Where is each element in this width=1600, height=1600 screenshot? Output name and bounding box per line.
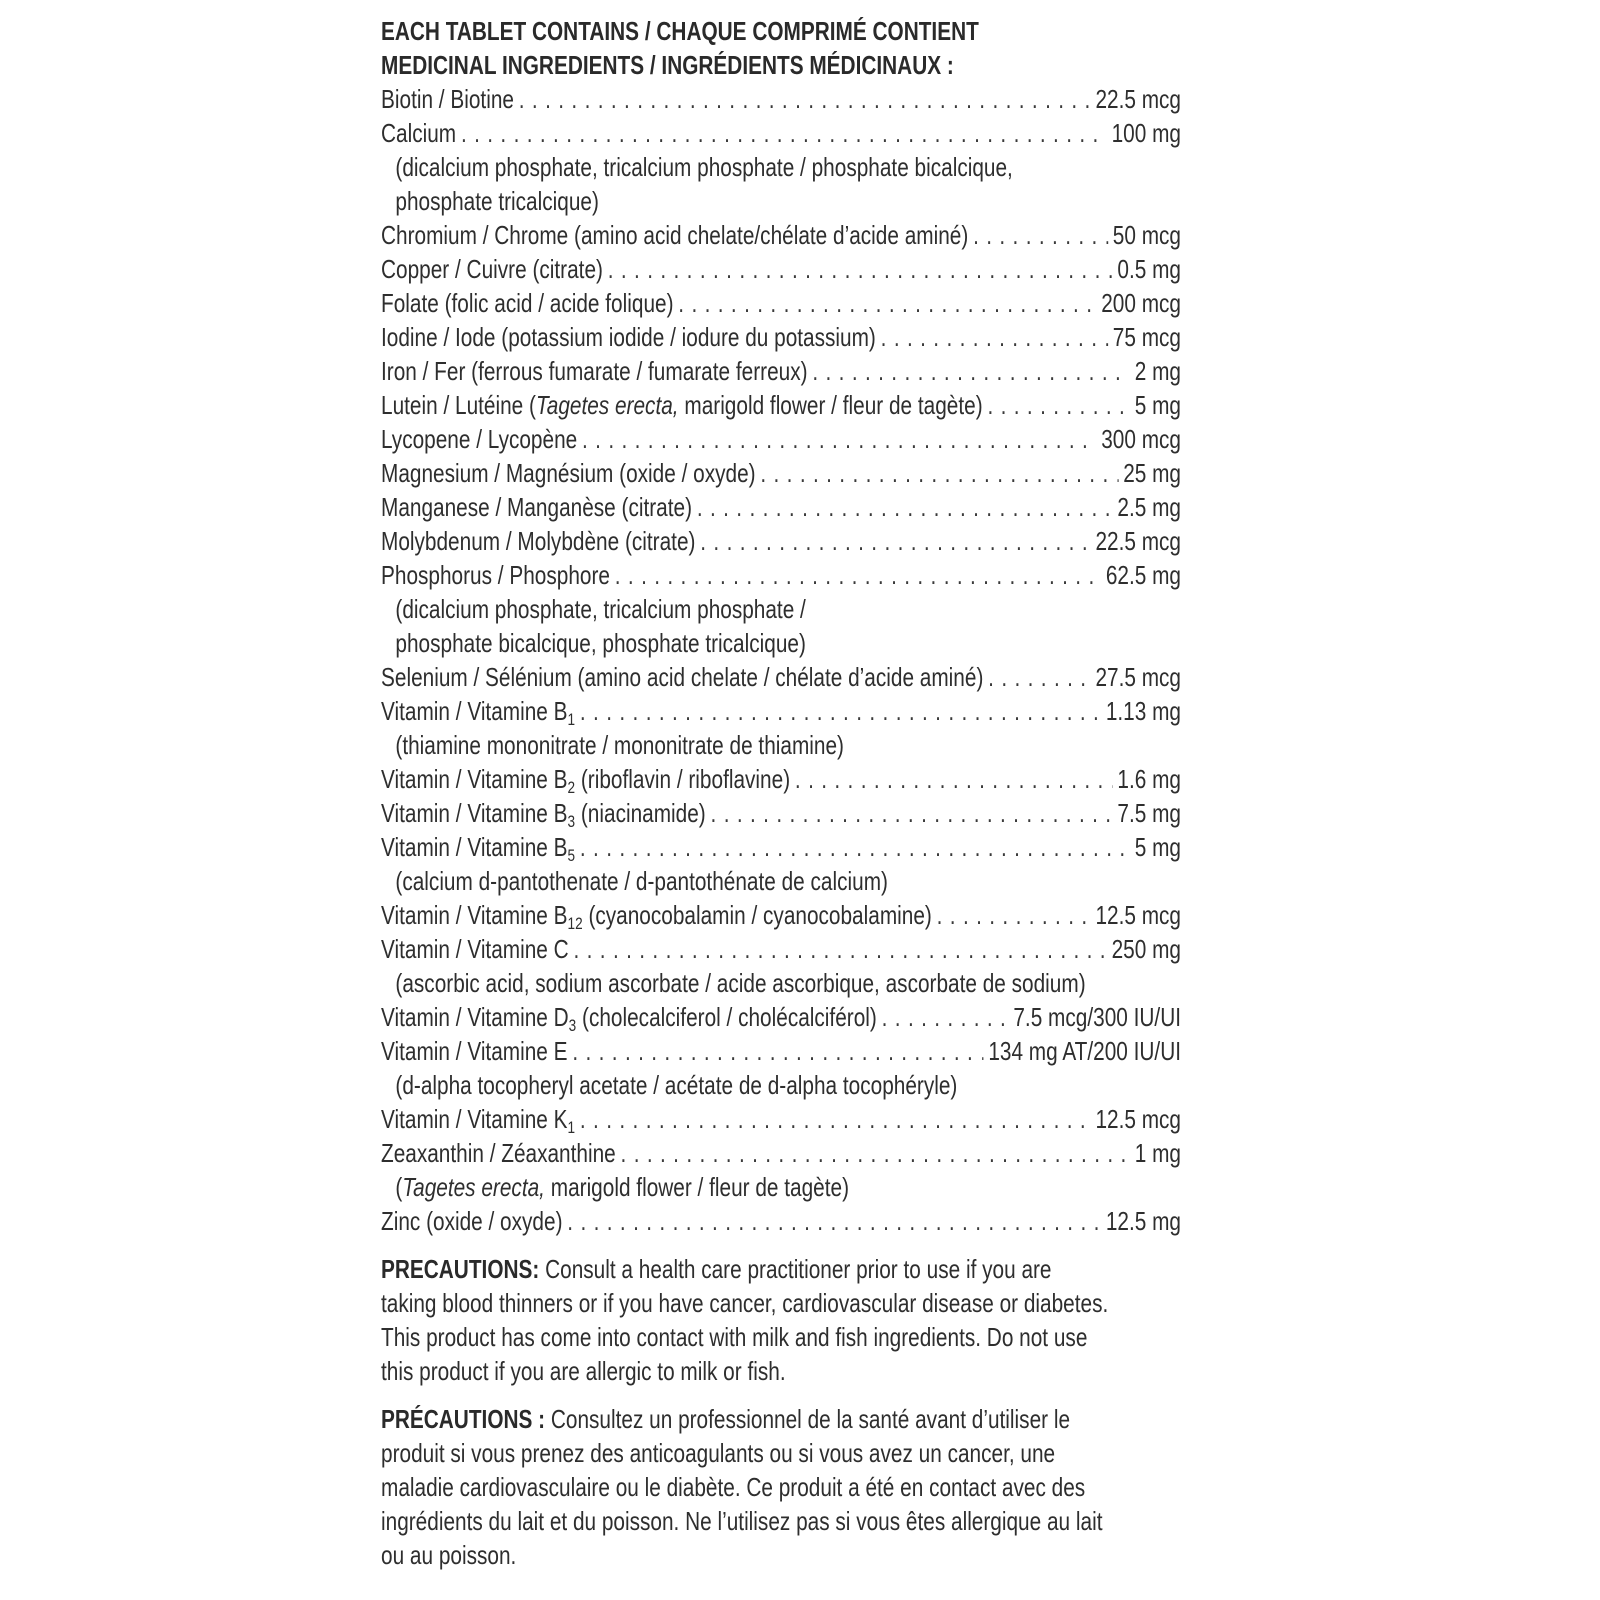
- source-text: (: [395, 1172, 403, 1202]
- ingredient-row: [381, 218, 1181, 252]
- header-line-1: EACH TABLET CONTAINS / CHAQUE COMPRIMÉ CONTIENT: [381, 16, 979, 46]
- ingredient-amount: 5 mg: [1134, 832, 1181, 862]
- species-name: Tagetes erecta,: [402, 1172, 545, 1202]
- ingredient-amount: 7.5 mcg/300 IU/UI: [1013, 1002, 1181, 1032]
- ingredient-amount: 0.5 mg: [1117, 254, 1181, 284]
- name-text: Vitamin / Vitamine B: [381, 832, 568, 862]
- ingredient-name: Selenium / Sélénium (amino acid chelate / chélate d’acide aminé): [381, 662, 984, 692]
- leader-dots: [937, 898, 1091, 932]
- ingredient-source: (calcium d-pantothenate / d-pantothénate de calcium): [395, 866, 888, 896]
- ingredient-source: (thiamine mononitrate / mononitrate de thiamine): [395, 730, 844, 760]
- leader-dots: [461, 116, 1107, 150]
- ingredient-row: [381, 252, 1181, 286]
- ingredient-row: [381, 456, 1181, 490]
- ingredient-name: Iron / Fer (ferrous fumarate / fumarate ferreux): [381, 356, 808, 386]
- name-text: (riboflavin / riboflavine): [575, 764, 791, 794]
- subscript: 3: [568, 1016, 577, 1035]
- leader-dots: [987, 388, 1129, 422]
- ingredient-name: Vitamin / Vitamine E: [381, 1036, 568, 1066]
- leader-dots: [519, 82, 1091, 116]
- supplement-facts-label: [381, 14, 1181, 1572]
- ingredient-source: (dicalcium phosphate, tricalcium phosphate / phosphate bicalcique,: [395, 152, 1013, 182]
- subscript: 2: [567, 778, 576, 797]
- ingredient-name: [381, 1000, 877, 1034]
- ingredient-row: [381, 1204, 1181, 1238]
- leader-dots: [572, 1034, 983, 1068]
- ingredient-row: [381, 82, 1181, 116]
- ingredient-row: [381, 1136, 1181, 1170]
- ingredient-name: Molybdenum / Molybdène (citrate): [381, 526, 696, 556]
- leader-dots: [881, 320, 1108, 354]
- leader-dots: [988, 660, 1090, 694]
- name-text: (cholecalciferol / cholécalciférol): [576, 1002, 877, 1032]
- precautions-label: PRECAUTIONS:: [381, 1254, 540, 1284]
- leader-dots: [608, 252, 1113, 286]
- ingredient-source: [381, 1170, 1181, 1204]
- ingredient-amount: 12.5 mcg: [1095, 900, 1181, 930]
- leader-dots: [580, 1102, 1091, 1136]
- name-text: Vitamin / Vitamine K: [381, 1104, 568, 1134]
- ingredient-row: [381, 1034, 1181, 1068]
- leader-dots: [700, 524, 1090, 558]
- ingredient-amount: 22.5 mcg: [1095, 526, 1181, 556]
- ingredient-name: Calcium: [381, 118, 457, 148]
- header-line-2: MEDICINAL INGREDIENTS / INGRÉDIENTS MÉDICINAUX :: [381, 50, 954, 80]
- precautions-fr: [381, 1402, 1181, 1572]
- precautions-text: produit si vous prenez des anticoagulants ou si vous avez un cancer, une: [381, 1438, 1056, 1468]
- ingredient-name: Folate (folic acid / acide folique): [381, 288, 674, 318]
- species-name: Tagetes erecta,: [535, 390, 679, 420]
- name-text: marigold flower / fleur de tagète): [678, 390, 983, 420]
- ingredient-row: [381, 388, 1181, 422]
- ingredient-amount: 5 mg: [1134, 390, 1181, 420]
- ingredient-amount: 100 mg: [1111, 118, 1181, 148]
- ingredient-row: [381, 932, 1181, 966]
- leader-dots: [582, 422, 1096, 456]
- name-text: Vitamin / Vitamine B: [381, 798, 568, 828]
- leader-dots: [882, 1000, 1009, 1034]
- ingredient-amount: 27.5 mcg: [1095, 662, 1181, 692]
- subscript: 3: [567, 812, 576, 831]
- ingredient-source: (ascorbic acid, sodium ascorbate / acide ascorbique, ascorbate de sodium): [395, 968, 1086, 998]
- ingredient-amount: 22.5 mcg: [1095, 84, 1181, 114]
- ingredient-name: [381, 762, 790, 796]
- ingredient-row: [381, 524, 1181, 558]
- ingredient-row: [381, 116, 1181, 150]
- ingredient-amount: 12.5 mg: [1105, 1206, 1181, 1236]
- leader-dots: [580, 830, 1130, 864]
- ingredient-source: phosphate tricalcique): [395, 186, 599, 216]
- precautions-label: PRÉCAUTIONS :: [381, 1404, 546, 1434]
- ingredient-name: Biotin / Biotine: [381, 84, 514, 114]
- ingredient-amount: 62.5 mg: [1105, 560, 1181, 590]
- name-text: (niacinamide): [575, 798, 706, 828]
- ingredient-amount: 50 mcg: [1112, 220, 1181, 250]
- subscript: 1: [567, 710, 576, 729]
- ingredient-row: [381, 796, 1181, 830]
- ingredient-name: Manganese / Manganèse (citrate): [381, 492, 693, 522]
- leader-dots: [795, 762, 1113, 796]
- ingredient-name: Chromium / Chrome (amino acid chelate/chélate d’acide aminé): [381, 220, 969, 250]
- leader-dots: [580, 694, 1101, 728]
- name-text: Vitamin / Vitamine B: [381, 900, 568, 930]
- leader-dots: [697, 490, 1113, 524]
- ingredient-source: (d-alpha tocopheryl acetate / acétate de d-alpha tocophéryle): [395, 1070, 958, 1100]
- ingredient-source: (dicalcium phosphate, tricalcium phosphate /: [395, 594, 806, 624]
- leader-dots: [573, 932, 1106, 966]
- ingredient-name: [381, 694, 575, 728]
- name-text: Lutein / Lutéine (: [381, 390, 536, 420]
- precautions-text: Consultez un professionnel de la santé avant d’utiliser le: [545, 1404, 1071, 1434]
- ingredient-row: [381, 762, 1181, 796]
- ingredient-row: [381, 830, 1181, 864]
- ingredient-name: Phosphorus / Phosphore: [381, 560, 610, 590]
- precautions-text: maladie cardiovasculaire ou le diabète. Ce produit a été en contact avec des: [381, 1472, 1086, 1502]
- ingredient-row: [381, 286, 1181, 320]
- ingredient-name: Vitamin / Vitamine C: [381, 934, 569, 964]
- ingredient-amount: 300 mcg: [1101, 424, 1181, 454]
- ingredient-name: Zinc (oxide / oxyde): [381, 1206, 563, 1236]
- ingredient-row: [381, 898, 1181, 932]
- ingredient-row: [381, 1000, 1181, 1034]
- ingredient-row: [381, 1102, 1181, 1136]
- name-text: (cyanocobalamin / cyanocobalamine): [582, 900, 932, 930]
- ingredient-amount: 1.13 mg: [1105, 696, 1181, 726]
- subscript: 1: [567, 1118, 576, 1137]
- leader-dots: [760, 456, 1118, 490]
- precautions-text: ingrédients du lait et du poisson. Ne l’utilisez pas si vous êtes allergique au lait: [381, 1506, 1103, 1536]
- ingredient-name: [381, 388, 983, 422]
- leader-dots: [711, 796, 1113, 830]
- ingredient-row: [381, 354, 1181, 388]
- ingredient-amount: 12.5 mcg: [1095, 1104, 1181, 1134]
- ingredient-row: [381, 694, 1181, 728]
- name-text: Vitamin / Vitamine B: [381, 764, 568, 794]
- ingredient-amount: 200 mcg: [1101, 288, 1181, 318]
- ingredient-name: [381, 898, 932, 932]
- name-text: Vitamin / Vitamine B: [381, 696, 568, 726]
- ingredient-amount: 25 mg: [1123, 458, 1181, 488]
- subscript: 5: [567, 846, 576, 865]
- ingredient-amount: 250 mg: [1111, 934, 1181, 964]
- ingredient-row: [381, 320, 1181, 354]
- ingredient-name: [381, 830, 575, 864]
- ingredient-row: [381, 422, 1181, 456]
- precautions-en: [381, 1252, 1181, 1388]
- precautions-text: taking blood thinners or if you have cancer, cardiovascular disease or diabetes.: [381, 1288, 1109, 1318]
- ingredient-amount: 134 mg AT/200 IU/UI: [988, 1036, 1181, 1066]
- ingredient-amount: 75 mcg: [1112, 322, 1181, 352]
- ingredient-source: phosphate bicalcique, phosphate tricalcique): [395, 628, 806, 658]
- source-text: marigold flower / fleur de tagète): [544, 1172, 850, 1202]
- ingredient-name: [381, 1102, 575, 1136]
- ingredient-name: Copper / Cuivre (citrate): [381, 254, 603, 284]
- ingredient-row: [381, 558, 1181, 592]
- leader-dots: [621, 1136, 1130, 1170]
- ingredient-amount: 2.5 mg: [1117, 492, 1181, 522]
- ingredient-name: Zeaxanthin / Zéaxanthine: [381, 1138, 616, 1168]
- leader-dots: [812, 354, 1130, 388]
- precautions-text: this product if you are allergic to milk or fish.: [381, 1356, 786, 1386]
- leader-dots: [567, 1204, 1101, 1238]
- ingredient-amount: 7.5 mg: [1117, 798, 1181, 828]
- precautions-text: ou au poisson.: [381, 1540, 517, 1570]
- precautions-text: This product has come into contact with milk and fish ingredients. Do not use: [381, 1322, 1088, 1352]
- ingredient-amount: 1 mg: [1134, 1138, 1181, 1168]
- leader-dots: [678, 286, 1096, 320]
- ingredient-name: Iodine / Iode (potassium iodide / iodure du potassium): [381, 322, 876, 352]
- ingredient-row: [381, 490, 1181, 524]
- subscript: 12: [567, 914, 583, 933]
- ingredient-name: Lycopene / Lycopène: [381, 424, 578, 454]
- ingredient-amount: 1.6 mg: [1117, 764, 1181, 794]
- leader-dots: [973, 218, 1108, 252]
- ingredient-name: Magnesium / Magnésium (oxide / oxyde): [381, 458, 756, 488]
- ingredient-row: [381, 660, 1181, 694]
- precautions-text: Consult a health care practitioner prior to use if you are: [539, 1254, 1052, 1284]
- ingredient-name: [381, 796, 706, 830]
- leader-dots: [615, 558, 1101, 592]
- ingredient-amount: 2 mg: [1134, 356, 1181, 386]
- name-text: Vitamin / Vitamine D: [381, 1002, 569, 1032]
